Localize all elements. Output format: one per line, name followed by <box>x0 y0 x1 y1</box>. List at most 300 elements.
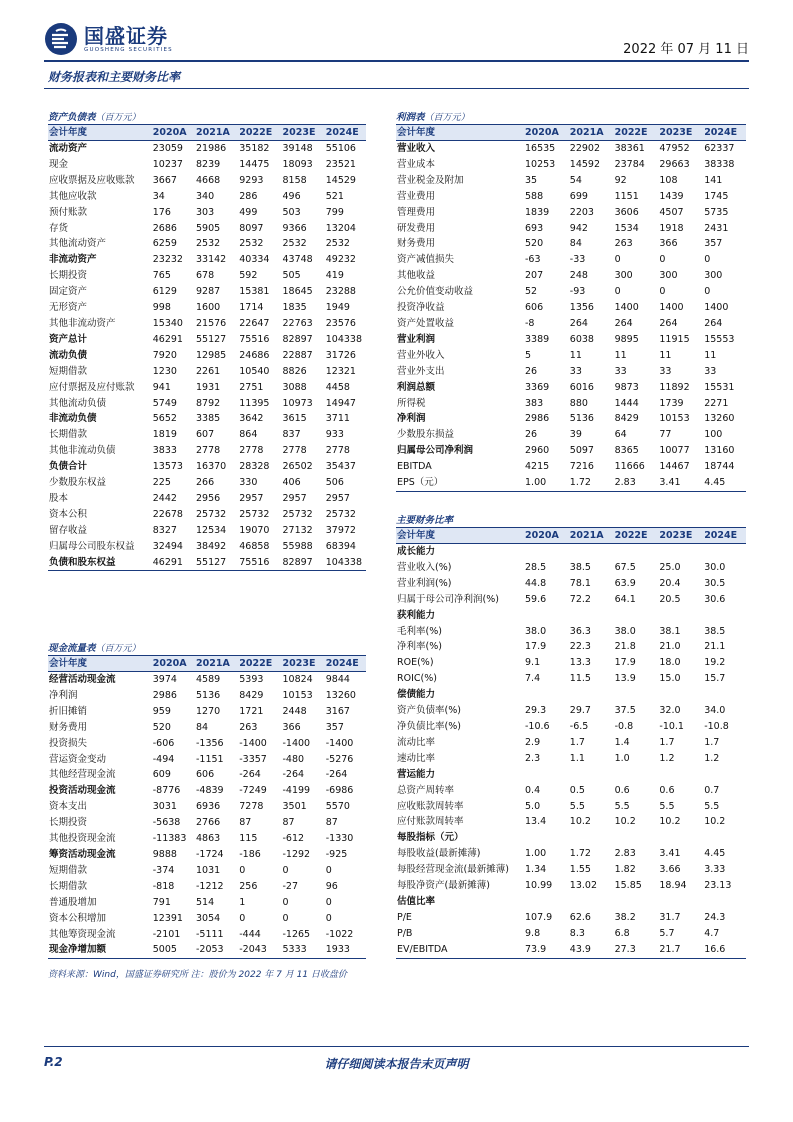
value-cell: 2431 <box>704 222 729 234</box>
value-cell: 4507 <box>659 206 684 218</box>
value-cell: 11 <box>704 349 717 361</box>
value-cell: 2.83 <box>614 848 636 860</box>
financial-ratios-panel <box>396 514 746 959</box>
value-cell: 2.9 <box>525 736 541 748</box>
value-cell: 3088 <box>282 381 307 393</box>
value-cell: 25732 <box>325 508 356 520</box>
value-cell: 43748 <box>282 254 313 266</box>
value-cell: 15.85 <box>614 880 642 892</box>
value-cell <box>612 608 657 624</box>
cashflow-title <box>48 642 366 656</box>
table-row <box>48 300 366 316</box>
value-cell: 3369 <box>525 381 550 393</box>
row-label: 营运资金变动 <box>49 753 107 765</box>
value-cell: 11 <box>659 349 672 361</box>
value-cell: 5570 <box>325 801 350 813</box>
value-cell: 38.0 <box>614 625 636 637</box>
value-cell <box>567 894 612 910</box>
table-row <box>396 475 746 491</box>
value-cell: 73.9 <box>522 942 567 958</box>
table-row <box>48 221 366 237</box>
value-cell: 5.5 <box>659 800 675 812</box>
value-cell: -264 <box>282 769 305 781</box>
table-row <box>396 205 746 221</box>
value-cell: 941 <box>152 381 171 393</box>
value-cell: 38.0 <box>525 625 547 637</box>
value-cell: 108 <box>659 174 678 186</box>
value-cell: 33 <box>659 365 672 377</box>
value-cell: 30.0 <box>704 561 726 573</box>
value-cell: 366 <box>659 238 678 250</box>
value-cell: -606 <box>152 737 175 749</box>
value-cell: -1356 <box>196 737 224 749</box>
cash-flow-panel <box>48 642 366 959</box>
value-cell: 115 <box>239 833 258 845</box>
table-row <box>48 672 366 688</box>
row-label: P/B <box>397 927 413 939</box>
row-label: 负债合计 <box>49 461 88 473</box>
balance-title-text: 资产负债表 <box>48 112 96 123</box>
value-cell: 35182 <box>239 143 270 154</box>
row-label: 总资产周转率 <box>397 784 455 796</box>
value-cell: 3501 <box>282 801 307 813</box>
value-cell: 31726 <box>325 349 356 361</box>
row-label: 投资净收益 <box>397 302 445 314</box>
value-cell: 225 <box>152 477 171 489</box>
value-cell: 49232 <box>325 254 356 266</box>
value-cell: 1.0 <box>614 752 630 764</box>
value-cell: 959 <box>152 705 171 717</box>
value-cell: 263 <box>239 721 258 733</box>
row-label: 其他非流动资产 <box>49 317 116 329</box>
value-cell: 1.72 <box>569 848 591 860</box>
value-cell: 10.2 <box>614 816 636 828</box>
value-cell <box>701 687 746 703</box>
row-label: 成长能力 <box>397 546 436 557</box>
value-cell: 38492 <box>196 540 227 552</box>
row-label: 资产负债率(%) <box>397 705 461 717</box>
table-row <box>396 316 746 332</box>
value-cell: 0 <box>325 912 332 924</box>
value-cell: 678 <box>196 270 215 282</box>
value-cell: 9888 <box>152 848 177 860</box>
value-cell: 2957 <box>282 492 307 504</box>
value-cell: 22.3 <box>569 641 591 653</box>
value-cell: 2442 <box>152 492 177 504</box>
value-cell: 141 <box>704 174 723 186</box>
value-cell <box>701 544 746 560</box>
table-row <box>396 624 746 640</box>
value-cell: 23059 <box>152 143 183 154</box>
table-row <box>396 443 746 459</box>
value-cell: 33 <box>614 365 627 377</box>
value-cell: 68394 <box>325 540 356 552</box>
value-cell: 13573 <box>152 461 183 473</box>
value-cell: 12321 <box>325 365 356 377</box>
value-cell: 1.72 <box>567 475 612 491</box>
value-cell: 1356 <box>569 302 594 314</box>
value-cell: 64.1 <box>614 593 636 605</box>
value-cell <box>567 608 612 624</box>
value-cell: 104338 <box>325 333 363 345</box>
value-cell: 1745 <box>704 190 729 202</box>
value-cell: 23784 <box>614 158 645 170</box>
table-row <box>48 539 366 555</box>
value-cell: 3.33 <box>704 864 726 876</box>
value-cell: 5005 <box>150 942 193 958</box>
value-cell: 2203 <box>569 206 594 218</box>
row-label: 应收票据及应收账款 <box>49 174 135 186</box>
value-cell: 2532 <box>282 238 307 250</box>
value-cell: 1835 <box>282 302 307 314</box>
row-label: 长期借款 <box>49 880 88 892</box>
source-note: 资料来源：Wind，国盛证券研究所 注：股价为 2022 年 7 月 11 日收盘价 <box>48 970 347 980</box>
value-cell: 6936 <box>196 801 221 813</box>
value-cell: 2778 <box>196 445 221 457</box>
value-cell: 2751 <box>239 381 264 393</box>
row-label: 长期投资 <box>49 817 88 829</box>
value-cell: 11.5 <box>569 673 591 685</box>
row-label: 经营活动现金流 <box>49 674 116 685</box>
value-cell: 13204 <box>325 222 356 234</box>
value-cell: 15553 <box>704 333 735 345</box>
value-cell: -10.8 <box>704 720 729 732</box>
value-cell: 499 <box>239 206 258 218</box>
value-cell: 4.45 <box>704 848 726 860</box>
table-row <box>48 205 366 221</box>
value-cell: 3385 <box>196 413 221 425</box>
value-cell: 14947 <box>325 397 356 409</box>
row-label: 归属母公司股东权益 <box>49 540 135 552</box>
value-cell: 791 <box>152 896 171 908</box>
value-cell: 84 <box>196 721 209 733</box>
value-cell <box>567 767 612 783</box>
value-cell: -2053 <box>193 942 236 958</box>
value-cell <box>656 544 701 560</box>
header-year-cell: 2021A <box>567 125 612 141</box>
value-cell: 3974 <box>152 674 177 685</box>
value-cell: -264 <box>325 769 348 781</box>
row-label: EBITDA <box>397 461 432 473</box>
header-year-cell: 2021A <box>567 528 612 544</box>
value-cell: 32.0 <box>659 705 681 717</box>
value-cell: 62337 <box>704 143 735 154</box>
value-cell: 23521 <box>325 158 356 170</box>
value-cell: -818 <box>152 880 175 892</box>
value-cell: -444 <box>239 928 261 940</box>
value-cell: 1.00 <box>525 848 547 860</box>
value-cell: 78.1 <box>569 577 591 589</box>
value-cell: 10237 <box>152 158 183 170</box>
value-cell: 63.9 <box>614 577 636 589</box>
value-cell: 84 <box>569 238 582 250</box>
value-cell: 0.7 <box>704 784 720 796</box>
value-cell: 11892 <box>659 381 690 393</box>
value-cell: 1.34 <box>525 864 547 876</box>
income-statement-panel <box>396 111 746 492</box>
value-cell: 54 <box>569 174 582 186</box>
value-cell: 10973 <box>282 397 313 409</box>
value-cell: 13260 <box>704 413 735 425</box>
value-cell: 0 <box>282 864 289 876</box>
row-label: 净负债比率(%) <box>397 720 461 732</box>
row-label: 营运能力 <box>397 768 436 780</box>
value-cell: 286 <box>239 190 258 202</box>
value-cell: 46291 <box>152 333 183 345</box>
value-cell: 266 <box>196 477 215 489</box>
disclaimer-note: 请仔细阅读本报告末页声明 <box>324 1057 469 1071</box>
value-cell: 5905 <box>196 222 221 234</box>
value-cell: 21.8 <box>614 641 636 653</box>
value-cell: 7.4 <box>525 673 541 685</box>
row-label: 净利率(%) <box>397 641 442 653</box>
value-cell: 9.8 <box>525 927 541 939</box>
value-cell: 20.5 <box>659 593 681 605</box>
income-title-text: 利润表 <box>396 112 425 123</box>
value-cell: 7216 <box>569 461 594 473</box>
value-cell: 4589 <box>196 674 221 685</box>
table-row <box>48 942 366 958</box>
value-cell: 13.02 <box>569 880 597 892</box>
value-cell: 300 <box>614 270 633 282</box>
value-cell: 264 <box>659 317 678 329</box>
header-year-cell: 2021A <box>193 125 236 141</box>
table-row <box>48 173 366 189</box>
header-year-cell: 2024E <box>701 528 746 544</box>
value-cell: 2957 <box>325 492 350 504</box>
table-row <box>396 751 746 767</box>
value-cell: 264 <box>569 317 588 329</box>
value-cell: 37972 <box>325 524 356 536</box>
value-cell: 55106 <box>325 143 356 154</box>
value-cell <box>522 544 567 560</box>
table-row <box>48 332 366 348</box>
table-row <box>48 364 366 380</box>
value-cell: -1400 <box>282 737 311 749</box>
value-cell: 38338 <box>704 158 735 170</box>
value-cell: -494 <box>152 753 175 765</box>
value-cell: 18.0 <box>659 657 681 669</box>
row-label: 固定资产 <box>49 286 88 298</box>
value-cell: 1918 <box>659 222 684 234</box>
row-label: 营业外收入 <box>397 349 445 361</box>
value-cell: 366 <box>282 721 301 733</box>
value-cell: 13160 <box>704 445 735 457</box>
value-cell: 10153 <box>282 689 313 701</box>
row-label: 管理费用 <box>397 206 436 218</box>
row-label: 净利润 <box>49 689 78 701</box>
table-row <box>48 411 366 427</box>
table-row <box>48 895 366 911</box>
table-row <box>396 783 746 799</box>
value-cell: 22887 <box>282 349 313 361</box>
table-row <box>48 252 366 268</box>
value-cell: 38.1 <box>659 625 681 637</box>
table-header-row <box>48 656 366 672</box>
value-cell: 1.2 <box>704 752 720 764</box>
value-cell <box>522 767 567 783</box>
value-cell: 5.5 <box>704 800 720 812</box>
value-cell: 9873 <box>614 381 639 393</box>
value-cell: 1.55 <box>569 864 591 876</box>
table-row <box>396 719 746 735</box>
row-label: 其他流动负债 <box>49 397 107 409</box>
value-cell: -3357 <box>239 753 267 765</box>
table-row <box>396 459 746 475</box>
value-cell: 17.9 <box>525 641 547 653</box>
value-cell: 2778 <box>325 445 350 457</box>
table-row <box>48 189 366 205</box>
value-cell: 16535 <box>525 143 556 154</box>
value-cell: 5735 <box>704 206 729 218</box>
cashflow-table <box>48 656 366 959</box>
value-cell: 52 <box>525 286 538 298</box>
value-cell: -11383 <box>152 833 187 845</box>
income-title <box>396 111 746 125</box>
row-label: 普通股增加 <box>49 896 97 908</box>
value-cell <box>656 608 701 624</box>
value-cell: 14529 <box>325 174 356 186</box>
row-label: 财务费用 <box>49 721 88 733</box>
value-cell <box>567 687 612 703</box>
value-cell: 3711 <box>325 413 350 425</box>
value-cell: 19.2 <box>704 657 726 669</box>
value-cell: 5333 <box>280 942 323 958</box>
value-cell: 0 <box>614 254 621 266</box>
value-cell: 300 <box>659 270 678 282</box>
row-label: 归属母公司净利润 <box>397 445 474 457</box>
value-cell: 11 <box>614 349 627 361</box>
value-cell: 16370 <box>196 461 227 473</box>
value-cell: 25732 <box>196 508 227 520</box>
header-year-cell: 2020A <box>150 125 193 141</box>
value-cell: 38.5 <box>704 625 726 637</box>
value-cell: 8365 <box>614 445 639 457</box>
value-cell: 1444 <box>614 397 639 409</box>
value-cell: 0 <box>325 896 332 908</box>
value-cell: 606 <box>525 302 544 314</box>
value-cell: 5136 <box>569 413 594 425</box>
value-cell: -1292 <box>282 848 311 860</box>
value-cell: 357 <box>704 238 723 250</box>
value-cell: 5136 <box>196 689 221 701</box>
row-label: 资产减值损失 <box>397 254 455 266</box>
value-cell: 1400 <box>704 302 729 314</box>
value-cell: 0.5 <box>569 784 585 796</box>
value-cell: 5.7 <box>659 927 675 939</box>
balance-table <box>48 125 366 571</box>
row-label: 估值比率 <box>397 895 436 907</box>
table-row <box>48 847 366 863</box>
row-label: 营业收入(%) <box>397 561 452 573</box>
value-cell: 33142 <box>196 254 227 266</box>
value-cell: 11395 <box>239 397 270 409</box>
row-label: 负债和股东权益 <box>48 555 150 571</box>
value-cell: 3.41 <box>656 475 701 491</box>
balance-unit: （百万元） <box>95 113 141 123</box>
value-cell: 0 <box>614 286 621 298</box>
value-cell: 17.9 <box>614 657 636 669</box>
table-row <box>396 236 746 252</box>
value-cell: 55988 <box>282 540 313 552</box>
value-cell: 30.6 <box>704 593 726 605</box>
value-cell: -1212 <box>196 880 224 892</box>
value-cell <box>522 608 567 624</box>
value-cell: 2956 <box>196 492 221 504</box>
row-label: ROE(%) <box>397 657 434 669</box>
company-name-en: GUOSHENG SECURITIES <box>84 47 173 53</box>
table-row <box>396 799 746 815</box>
table-row <box>48 459 366 475</box>
row-label: 利润总额 <box>397 381 436 393</box>
value-cell: -7249 <box>239 785 267 797</box>
value-cell <box>701 830 746 846</box>
value-cell: 75516 <box>239 333 270 345</box>
value-cell: 72.2 <box>569 593 591 605</box>
value-cell: 406 <box>282 477 301 489</box>
value-cell: 10.99 <box>525 880 553 892</box>
value-cell <box>612 894 657 910</box>
value-cell: 15340 <box>152 317 183 329</box>
value-cell: 14475 <box>239 158 270 170</box>
value-cell <box>701 767 746 783</box>
row-label: 所得税 <box>397 397 426 409</box>
value-cell: 21986 <box>196 143 227 154</box>
value-cell: 7278 <box>239 801 264 813</box>
value-cell: -27 <box>282 880 299 892</box>
value-cell: 35437 <box>325 461 356 473</box>
value-cell: 77 <box>659 429 672 441</box>
row-label: 短期借款 <box>49 365 88 377</box>
value-cell: 24686 <box>239 349 270 361</box>
value-cell: 96 <box>325 880 338 892</box>
table-row <box>48 688 366 704</box>
table-row <box>396 544 746 560</box>
value-cell: 55127 <box>196 333 227 345</box>
value-cell: 11915 <box>659 333 690 345</box>
value-cell: 28328 <box>239 461 270 473</box>
value-cell: 10540 <box>239 365 270 377</box>
row-label: 营业税金及附加 <box>397 174 464 186</box>
value-cell: 6038 <box>569 333 594 345</box>
row-label: 营业费用 <box>397 190 436 202</box>
value-cell: 25732 <box>282 508 313 520</box>
value-cell: 520 <box>525 238 544 250</box>
value-cell: 10.2 <box>569 816 591 828</box>
value-cell: 36.3 <box>569 625 591 637</box>
value-cell: 1270 <box>196 705 221 717</box>
value-cell: 10.2 <box>704 816 726 828</box>
value-cell: -33 <box>569 254 586 266</box>
row-label: 折旧摊销 <box>49 705 88 717</box>
value-cell <box>701 894 746 910</box>
header-year-cell: 2023E <box>280 125 323 141</box>
value-cell: 33 <box>569 365 582 377</box>
value-cell: 699 <box>569 190 588 202</box>
value-cell: 303 <box>196 206 215 218</box>
value-cell: 8429 <box>614 413 639 425</box>
value-cell: 5.0 <box>525 800 541 812</box>
header-year-cell: 2024E <box>323 125 366 141</box>
value-cell: 59.6 <box>525 593 547 605</box>
value-cell: 27.3 <box>612 942 657 958</box>
row-label: 投资活动现金流 <box>49 785 116 797</box>
table-row <box>396 767 746 783</box>
value-cell: 5097 <box>569 445 594 457</box>
header-year-cell: 2020A <box>522 125 567 141</box>
table-row <box>396 846 746 862</box>
value-cell: 1230 <box>152 365 177 377</box>
